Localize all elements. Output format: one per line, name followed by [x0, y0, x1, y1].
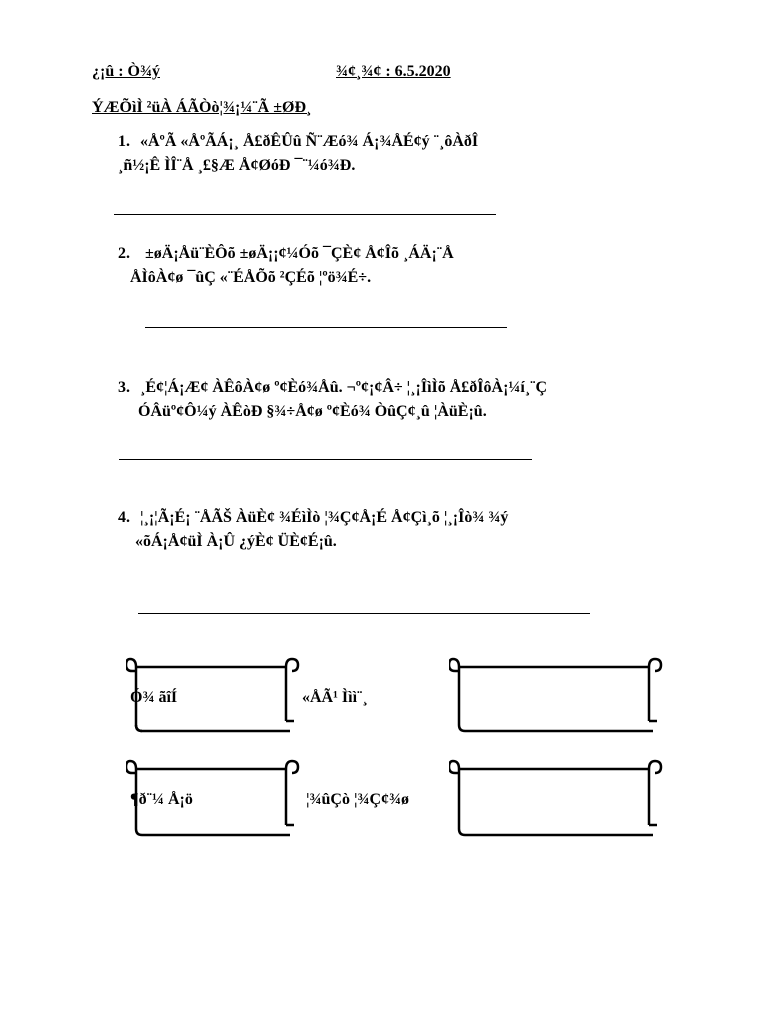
- question-3-number: 3.: [118, 379, 130, 396]
- answer-line-4[interactable]: [138, 613, 590, 614]
- instruction-heading: ÝÆÕìÌ ²üÀ ÁÃÒò¦¾¡¼¨Ã ±ØÐ¸: [92, 99, 312, 116]
- question-3-text-line1: ¸É¢¦Á¡Æ¢ ÀÊôÀ¢ø º¢Èó¾Åû. ¬º¢¡¢Â÷ ¦¸¡ÎìÌõ Å£ðÎôÀ¡¼í¸¨Ç: [140, 379, 548, 396]
- box-label-row2-left: ¶ð¨¼ Å¡ö: [130, 791, 193, 808]
- question-2-text-line2: ÅÌôÀ¢ø ¯ûÇ «¨ÉÅÕõ ²ÇÉõ ¦ºö¾É÷.: [130, 269, 372, 286]
- question-4-number: 4.: [118, 509, 130, 526]
- box-label-row1-left: Ó¾ ãîÍ: [130, 689, 178, 706]
- question-3-text-line2: ÓÂüº¢Ô¼ý ÀÊòÐ §¾÷Å¢ø º¢Èó¾ ÒûÇ¢¸û ¦ÀüÈ¡û.: [138, 403, 487, 420]
- question-4-text-line1: ¦¸¡¦Ã¡É¡ ¨ÅÃŠ ÀüÈ¢ ¾ÉìÌò ¦¾Ç¢Å¡É Å¢Çì¸õ ¦¸¡Îò¾ ¾ý: [140, 509, 509, 526]
- date-label: ¾¢¸¾¢ : 6.5.2020: [336, 63, 451, 80]
- question-2-number: 2.: [118, 245, 130, 262]
- answer-line-2[interactable]: [145, 327, 507, 328]
- answer-line-3[interactable]: [119, 459, 532, 460]
- question-1-number: 1.: [118, 133, 130, 150]
- question-1-text-line2: ¸ñ½¡Ê ÌÎ¨Å ¸£§Æ Å¢ØóÐ ¯¨¼ó¾Ð.: [118, 157, 356, 174]
- name-label: ¿¡û : Ò¾ý: [92, 63, 160, 80]
- question-2-text-line1: ±øÄ¡Åü¨ÈÔõ ±øÄ¡¡¢¼Óõ ¯ÇÈ¢ Å¢Îõ ¸ÁÄ¡¨Å: [145, 245, 454, 262]
- answer-line-1[interactable]: [114, 214, 496, 215]
- box-label-row1-middle: «ÅÃ¹ Ììì¨¸: [302, 689, 368, 706]
- question-4-text-line2: «õÁ¡Å¢üÌ À¡Û ¿ýÈ¢ ÜÈ¢É¡û.: [135, 533, 337, 550]
- scroll-box-row2-right[interactable]: [449, 757, 665, 837]
- box-label-row2-middle: ¦¾ûÇò ¦¾Ç¢¾ø: [306, 791, 410, 808]
- scroll-box-row1-right[interactable]: [449, 655, 665, 733]
- question-1-text-line1: «ÅºÃ «ÅºÃÁ¡¸ Å£ðÊÛû Ñ¨Æó¾ Á¡¾ÅÉ¢ý ¨¸ôÀðÎ: [140, 133, 479, 150]
